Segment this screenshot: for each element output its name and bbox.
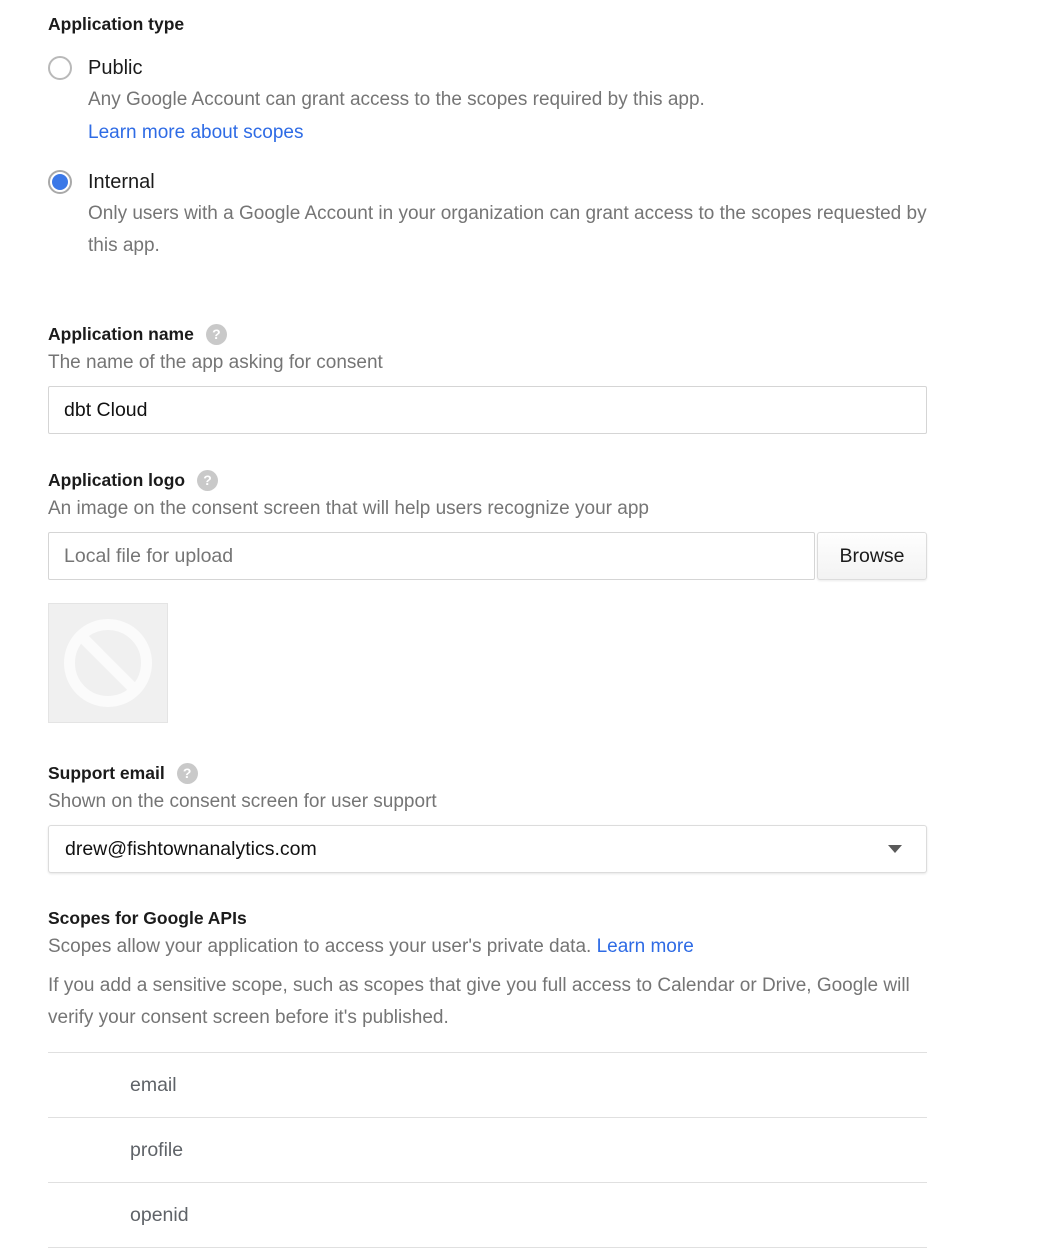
logo-file-input[interactable] [48,532,815,580]
browse-button[interactable]: Browse [817,532,927,580]
application-logo-help-icon[interactable]: ? [197,470,218,491]
radio-internal-label[interactable]: Internal [88,170,155,193]
scopes-table [48,1052,927,1248]
scope-row-openid[interactable] [48,1183,927,1248]
application-name-help-icon[interactable]: ? [206,324,227,345]
dropdown-arrow-icon [888,845,902,853]
scopes-title: Scopes for Google APIs [48,908,247,928]
application-name-heading [48,322,927,346]
scopes-heading [48,906,927,930]
support-email-value: drew@fishtownanalytics.com [65,837,317,860]
radio-option-public[interactable] [48,56,927,80]
support-email-description: Shown on the consent screen for user support [48,791,437,812]
application-type-title: Application type [48,14,185,34]
scopes-description [48,932,927,962]
support-email-heading [48,761,927,785]
scope-label: openid [130,1203,189,1226]
logo-preview [48,603,168,723]
application-name-title: Application name [48,324,194,344]
blocked-image-icon [64,619,152,707]
public-description: Any Google Account can grant access to the scopes required by this app. [88,89,705,110]
scopes-description-text: Scopes allow your application to access your user's private data. [48,936,592,957]
scope-row-email[interactable] [48,1053,927,1118]
scope-label: email [130,1073,177,1096]
sensitive-scope-note: If you add a sensitive scope, such as scopes that give you full access to Calendar or Drive, Google will verify your consent screen before it's published. [48,975,910,1028]
internal-description: Only users with a Google Account in your organization can grant access to the scopes requested by this app. [88,203,927,256]
learn-more-scopes-link[interactable]: Learn more about scopes [88,122,304,143]
scopes-learn-more-link[interactable]: Learn more [596,936,694,957]
application-logo-title: Application logo [48,470,186,490]
application-name-input[interactable] [48,386,927,434]
support-email-select[interactable] [48,825,927,873]
support-email-title: Support email [48,763,165,783]
application-logo-heading [48,468,927,492]
application-logo-description: An image on the consent screen that will help users recognize your app [48,498,649,519]
radio-public-label[interactable]: Public [88,56,143,79]
support-email-help-icon[interactable]: ? [177,763,198,784]
radio-selected-dot [52,174,68,190]
radio-internal-icon[interactable] [48,170,72,194]
application-name-description: The name of the app asking for consent [48,352,383,373]
radio-public-icon[interactable] [48,56,72,80]
radio-option-internal[interactable] [48,170,927,194]
application-type-heading [48,12,927,36]
scope-row-profile[interactable] [48,1118,927,1183]
scope-label: profile [130,1138,184,1161]
